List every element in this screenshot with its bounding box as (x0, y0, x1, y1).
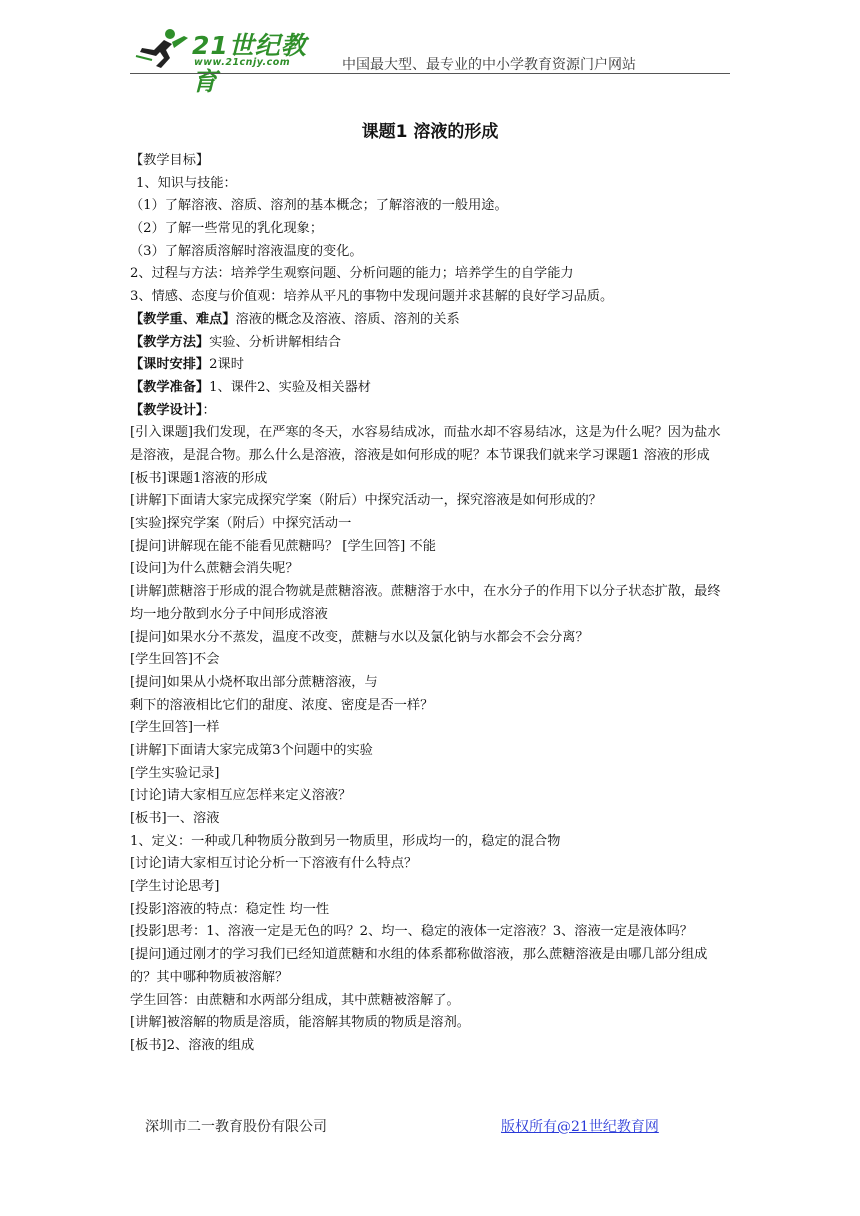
lesson-line: [学生回答]一样 (130, 720, 220, 736)
methods-text: 实验、分析讲解相结合 (209, 334, 341, 350)
objectives-heading: 【教学目标】 (130, 153, 210, 168)
objective-item: 1、知识与技能： (136, 175, 237, 191)
objective-item: 3、情感、态度与价值观：培养从平凡的事物中发现问题并求甚解的良好学习品质。 (130, 289, 614, 305)
preparation-label: 【教学准备】 (130, 379, 210, 395)
objective-subitem: （2）了解一些常见的乳化现象； (130, 221, 324, 237)
schedule-line (130, 354, 730, 377)
page-header (130, 22, 730, 96)
page-title: 课题1 溶液的形成 (361, 122, 499, 142)
lesson-line: [提问]讲解现在能不能看见蔗糖吗？ [学生回答] 不能 (130, 538, 436, 554)
site-logo[interactable] (130, 22, 330, 96)
lesson-line: [讲解]被溶解的物质是溶质，能溶解其物质的物质是溶剂。 (130, 1015, 470, 1031)
lesson-line: [板书]2、溶液的组成 (130, 1037, 255, 1053)
header-slogan: 中国最大型、最专业的中小学教育资源门户网站 (342, 57, 636, 73)
lesson-line: [板书]一、溶液 (130, 811, 220, 826)
lesson-paragraph: [提问]通过刚才的学习我们已经知道蔗糖和水组的体系都称做溶液，那么蔗糖溶液是由哪几部分组成的？其中哪种物质被溶解？ (130, 947, 708, 985)
design-text: ： (202, 402, 216, 418)
lesson-line: [学生讨论思考] (130, 879, 220, 895)
schedule-label: 【课时安排】 (130, 357, 210, 373)
objective-subitem: （3）了解溶质溶解时溶液温度的变化。 (130, 243, 363, 259)
logo-brand-text: 21世纪教育 (192, 31, 307, 96)
lesson-line: 剩下的溶液相比它们的甜度、浓度、密度是否一样？ (130, 697, 434, 713)
lesson-line: [提问]如果从小烧杯取出部分蔗糖溶液，与 (130, 674, 378, 690)
lesson-line: [板书]课题1溶液的形成 (130, 470, 268, 486)
lesson-line: [投影]溶液的特点：稳定性 均一性 (130, 901, 330, 917)
lesson-line: [讨论]请大家相互应怎样来定义溶液？ (130, 788, 352, 804)
schedule-text: 2课时 (209, 357, 244, 373)
lesson-line: [学生实验记录] (130, 765, 220, 781)
lesson-paragraph: [讲解]蔗糖溶于形成的混合物就是蔗糖溶液。蔗糖溶于水中，在水分子的作用下以分子状态扩散，最终均一地分散到水分子中间形成溶液 (130, 584, 721, 622)
footer-company: 深圳市二一教育股份有限公司 (145, 1119, 327, 1135)
document-body (130, 150, 730, 1058)
lesson-line: 1、定义：一种或几种物质分散到另一物质里，形成均一的，稳定的混合物 (130, 833, 561, 849)
key-points-text: 溶液的概念及溶液、溶质、溶剂的关系 (235, 311, 460, 327)
preparation-text: 1、课件2、实验及相关器材 (209, 379, 371, 395)
header-divider (130, 73, 730, 74)
lesson-paragraph: [投影]思考：1、溶液一定是无色的吗？2、均一、稳定的液体一定溶液？3、溶液一定是液体吗？ (130, 924, 693, 940)
runner-logo-icon (134, 26, 190, 68)
key-points-line (130, 309, 730, 332)
design-label: 【教学设计】 (130, 402, 203, 418)
objective-subitem: （1）了解溶液、溶质、溶剂的基本概念；了解溶液的一般用途。 (130, 198, 508, 214)
lesson-line: 学生回答：由蔗糖和水两部分组成，其中蔗糖被溶解了。 (130, 992, 460, 1008)
lesson-line: [讲解]下面请大家完成第3个问题中的实验 (130, 742, 373, 758)
lesson-line: [实验]探究学案（附后）中探究活动一 (130, 516, 352, 532)
methods-label: 【教学方法】 (130, 334, 210, 350)
footer-copyright-link[interactable]: 版权所有@21世纪教育网 (501, 1119, 659, 1135)
lesson-line: [讲解]下面请大家完成探究学案（附后）中探究活动一，探究溶液是如何形成的？ (130, 493, 602, 509)
objective-item: 2、过程与方法：培养学生观察问题、分析问题的能力；培养学生的自学能力 (130, 266, 574, 282)
design-line (130, 400, 730, 423)
lesson-line: [学生回答]不会 (130, 652, 220, 668)
methods-line (130, 332, 730, 355)
lesson-paragraph: [引入课题]我们发现，在严寒的冬天，水容易结成冰，而盐水却不容易结冰，这是为什么呢？因为盐水是溶液，是混合物。那么什么是溶液，溶液是如何形成的呢？本节课我们就来学习课题1 溶液的形成 (130, 425, 721, 463)
lesson-line: [讨论]请大家相互讨论分析一下溶液有什么特点？ (130, 856, 418, 872)
key-points-label: 【教学重、难点】 (130, 311, 236, 327)
lesson-line: [提问]如果水分不蒸发，温度不改变，蔗糖与水以及氯化钠与水都会不会分离？ (130, 629, 589, 645)
preparation-line (130, 377, 730, 400)
logo-url-text: www.21cnjy.com (194, 57, 291, 68)
lesson-line: [设问]为什么蔗糖会消失呢？ (130, 561, 299, 577)
